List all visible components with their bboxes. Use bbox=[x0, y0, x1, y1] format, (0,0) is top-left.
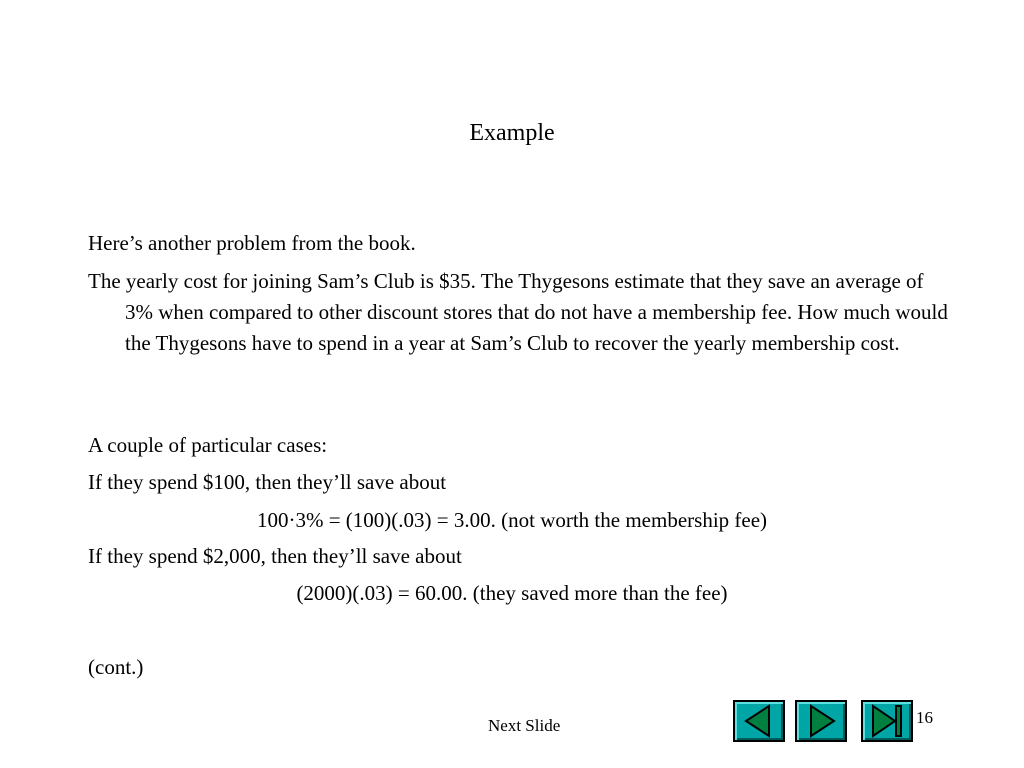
slide-title: Example bbox=[469, 120, 555, 146]
case-2-text: If they spend $2,000, then they’ll save about bbox=[88, 544, 462, 568]
intro-text: Here’s another problem from the book. bbox=[88, 231, 416, 255]
previous-slide-button[interactable] bbox=[733, 700, 785, 742]
next-slide-link[interactable]: Next Slide bbox=[488, 716, 561, 735]
triangle-right-icon bbox=[797, 702, 845, 740]
problem-text: The yearly cost for joining Sam’s Club is $35. The Thygesons estimate that they save an average of 3% when compared to other discount stores that do not have a membership fee. How much would the Thygesons have to spend in a year at Sam’s Club to recover the yearly membership cost. bbox=[88, 269, 948, 355]
slide-number: 16 bbox=[916, 708, 933, 727]
skip-end-icon bbox=[863, 702, 911, 740]
triangle-left-icon bbox=[735, 702, 783, 740]
continued-note: (cont.) bbox=[88, 655, 144, 679]
next-slide-button[interactable] bbox=[795, 700, 847, 742]
case-1-text: If they spend $100, then they’ll save about bbox=[88, 470, 447, 494]
case-1-calculation: 100·3% = (100)(.03) = 3.00. (not worth the membership fee) bbox=[256, 508, 768, 532]
last-slide-button[interactable] bbox=[861, 700, 913, 742]
cases-heading: A couple of particular cases: bbox=[88, 433, 328, 457]
case-2-calculation: (2000)(.03) = 60.00. (they saved more than the fee) bbox=[296, 581, 728, 605]
